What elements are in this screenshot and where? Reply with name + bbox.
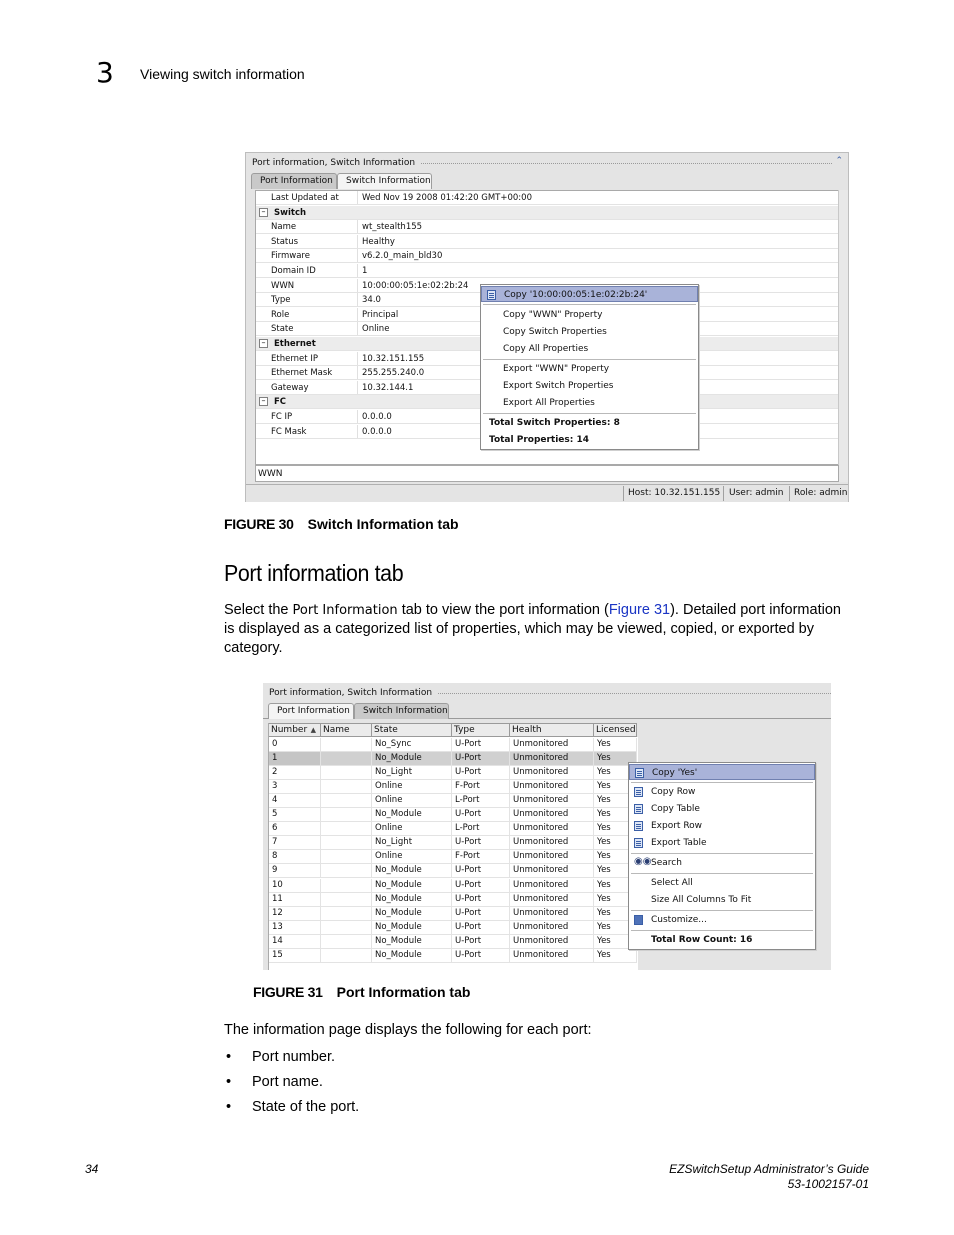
cell-number: 14: [269, 935, 321, 949]
table-row[interactable]: [269, 766, 639, 780]
cell-licensed: Yes: [594, 808, 637, 822]
cell-licensed: Yes: [594, 794, 637, 808]
figure31-caption: [253, 984, 470, 1000]
column-divider: [357, 220, 358, 233]
bullet-text: Port number.: [252, 1049, 336, 1065]
footer-doc-info: [669, 1162, 869, 1192]
collapse-toggle-icon[interactable]: –: [259, 339, 268, 348]
cell-number: 4: [269, 794, 321, 808]
property-key: WWN: [271, 280, 295, 291]
column-header-label: Number: [271, 725, 308, 735]
cell-licensed: Yes: [594, 850, 637, 864]
property-key: FC Mask: [271, 426, 307, 437]
property-key: Switch: [274, 207, 307, 218]
property-key: Domain ID: [271, 266, 316, 276]
cell-number: 12: [269, 907, 321, 921]
column-header-label: Health: [512, 725, 542, 735]
menu-copy-table-label: Copy Table: [651, 804, 700, 814]
cell-name: [321, 864, 372, 878]
sort-ascending-icon: ▲: [310, 726, 316, 734]
cell-licensed: Yes: [594, 752, 637, 766]
property-category-row[interactable]: [256, 206, 838, 220]
menu-search-label: Search: [651, 858, 682, 868]
property-key: Ethernet IP: [271, 353, 318, 364]
copy-table-icon: [634, 804, 643, 814]
cell-name: [321, 921, 372, 935]
cell-state: No_Module: [372, 935, 452, 949]
cell-state: No_Light: [372, 836, 452, 850]
menu-copy-row[interactable]: [629, 784, 815, 800]
property-key: Ethernet Mask: [271, 368, 333, 379]
property-key: Role: [271, 309, 290, 320]
cell-state: No_Module: [372, 864, 452, 878]
cell-state: Online: [372, 850, 452, 864]
cell-health: Unmonitored: [510, 921, 594, 935]
menu-copy-table[interactable]: [629, 801, 815, 817]
property-row[interactable]: [256, 264, 838, 278]
table-row[interactable]: [269, 921, 639, 935]
cell-licensed: Yes: [594, 766, 637, 780]
customize-icon: [634, 915, 643, 925]
properties-scrollbar[interactable]: [838, 190, 848, 482]
cell-state: Online: [372, 794, 452, 808]
property-value: 10.32.151.155: [362, 353, 425, 364]
cell-state: No_Sync: [372, 738, 452, 752]
para-text: is displayed as a categorized list of properties, which may be viewed, copied, or exported by: [224, 621, 814, 637]
property-key: Last Updated at: [271, 193, 339, 203]
cell-health: Unmonitored: [510, 752, 594, 766]
table-row[interactable]: [269, 949, 639, 963]
menu-size-columns[interactable]: Size All Columns To Fit: [651, 895, 752, 905]
collapse-toggle-icon[interactable]: –: [259, 397, 268, 406]
cell-name: [321, 836, 372, 850]
cell-type: F-Port: [452, 850, 510, 864]
column-divider: [357, 235, 358, 248]
menu-total-properties: Total Properties: 14: [489, 435, 590, 445]
cell-name: [321, 935, 372, 949]
cell-health: Unmonitored: [510, 864, 594, 878]
property-key: Ethernet: [274, 339, 316, 349]
figure30-caption: [224, 516, 459, 532]
menu-total-row-count: Total Row Count: 16: [651, 935, 753, 945]
cell-number: 15: [269, 949, 321, 963]
table-row[interactable]: [269, 893, 639, 907]
cell-licensed: Yes: [594, 836, 637, 850]
menu-customize[interactable]: [629, 912, 815, 928]
table-row[interactable]: [269, 752, 639, 766]
cell-name: [321, 766, 372, 780]
collapse-icon[interactable]: ⌃: [835, 156, 843, 166]
cell-health: Unmonitored: [510, 850, 594, 864]
section-paragraph: [224, 601, 884, 658]
cell-name: [321, 893, 372, 907]
cell-licensed: Yes: [594, 893, 637, 907]
property-key: FC: [274, 397, 287, 408]
bullet-item: • State of the port.: [226, 1099, 360, 1115]
property-value: Online: [362, 324, 390, 335]
menu-search[interactable]: [629, 855, 815, 871]
status-bar: [246, 484, 848, 502]
cell-licensed: Yes: [594, 921, 637, 935]
property-row[interactable]: [256, 235, 838, 249]
cell-state: No_Module: [372, 879, 452, 893]
export-table-icon: [634, 838, 643, 848]
menu-export-switch-properties[interactable]: Export Switch Properties: [503, 381, 614, 391]
menu-export-all-properties[interactable]: Export All Properties: [503, 398, 595, 408]
column-header-label: Name: [323, 725, 350, 735]
cell-type: L-Port: [452, 794, 510, 808]
column-header-label: Type: [454, 725, 475, 735]
column-divider: [357, 366, 358, 379]
column-header-type[interactable]: [452, 723, 510, 737]
column-header-label: Licensed: [596, 725, 636, 735]
property-value: Wed Nov 19 2008 01:42:20 GMT+00:00: [362, 193, 532, 203]
cell-type: U-Port: [452, 752, 510, 766]
property-row[interactable]: [256, 191, 838, 205]
column-header-number[interactable]: [269, 723, 321, 737]
cell-type: U-Port: [452, 738, 510, 752]
copy-row-icon: [634, 787, 643, 797]
intro-text: The information page displays the following for each port:: [224, 1022, 592, 1038]
cell-state: Online: [372, 822, 452, 836]
property-key: Gateway: [271, 382, 309, 393]
table-row[interactable]: [269, 907, 639, 921]
property-row[interactable]: [256, 220, 838, 234]
table-row[interactable]: [269, 935, 639, 949]
cell-type: U-Port: [452, 907, 510, 921]
cell-name: [321, 794, 372, 808]
cell-health: Unmonitored: [510, 780, 594, 794]
cell-health: Unmonitored: [510, 879, 594, 893]
cell-licensed: Yes: [594, 907, 637, 921]
para-text: category.: [224, 640, 283, 656]
copy-icon: [635, 768, 644, 778]
property-value: v6.2.0_main_bld30: [362, 251, 443, 262]
column-divider: [357, 264, 358, 277]
column-divider: [357, 352, 358, 365]
bullet-item: • Port number.: [226, 1049, 336, 1065]
ui-term: Port Information: [292, 603, 398, 618]
column-header-label: State: [374, 725, 398, 735]
property-key: FC IP: [271, 412, 293, 422]
cell-number: 1: [269, 752, 321, 766]
cell-state: No_Module: [372, 949, 452, 963]
property-value: 1: [362, 266, 368, 276]
cell-type: U-Port: [452, 935, 510, 949]
cell-name: [321, 738, 372, 752]
menu-export-property[interactable]: Export "WWN" Property: [503, 364, 610, 374]
property-key: Firmware: [271, 251, 310, 262]
port-table[interactable]: [268, 723, 638, 970]
cell-health: Unmonitored: [510, 836, 594, 850]
property-value: 10.32.144.1: [362, 382, 414, 393]
cell-licensed: Yes: [594, 949, 637, 963]
cell-state: No_Module: [372, 808, 452, 822]
property-value: Principal: [362, 309, 399, 320]
cell-licensed: Yes: [594, 879, 637, 893]
column-divider: [357, 249, 358, 262]
table-row[interactable]: [269, 879, 639, 893]
tab-port-information[interactable]: Port Information: [251, 173, 337, 189]
cell-number: 2: [269, 766, 321, 780]
cell-licensed: Yes: [594, 822, 637, 836]
figure31-title: Port Information tab: [336, 984, 471, 1000]
bullet-text: State of the port.: [252, 1099, 360, 1115]
cell-number: 0: [269, 738, 321, 752]
menu-export-row[interactable]: [629, 818, 815, 834]
property-value: Healthy: [362, 236, 395, 247]
cell-type: U-Port: [452, 879, 510, 893]
cell-state: No_Module: [372, 752, 452, 766]
cell-type: U-Port: [452, 808, 510, 822]
status-user: User: admin: [729, 488, 784, 498]
column-header-state[interactable]: [372, 723, 452, 737]
export-row-icon: [634, 821, 643, 831]
cell-state: No_Module: [372, 907, 452, 921]
doc-title: EZSwitchSetup Administrator’s Guide: [669, 1162, 869, 1176]
status-role: Role: admin: [794, 488, 848, 498]
column-header-licensed[interactable]: [594, 723, 637, 737]
cell-name: [321, 808, 372, 822]
column-divider: [357, 410, 358, 423]
column-divider: [357, 279, 358, 292]
table-row[interactable]: [269, 864, 639, 878]
property-value: 0.0.0.0: [362, 426, 392, 437]
cell-name: [321, 949, 372, 963]
property-value: 34.0: [362, 295, 381, 306]
column-header-name[interactable]: [321, 723, 372, 737]
menu-select-all[interactable]: Select All: [651, 878, 693, 888]
cell-name: [321, 822, 372, 836]
column-divider: [357, 293, 358, 306]
column-divider: [357, 308, 358, 321]
menu-copy-switch-properties[interactable]: Copy Switch Properties: [503, 327, 607, 337]
cell-health: Unmonitored: [510, 808, 594, 822]
para-text: Select the: [224, 602, 293, 618]
menu-copy-selected[interactable]: [481, 286, 698, 302]
cell-number: 8: [269, 850, 321, 864]
menu-copy-selected-label: Copy '10:00:00:05:1e:02:2b:24': [504, 290, 648, 300]
port-information-screenshot: [263, 683, 831, 970]
cell-licensed: Yes: [594, 864, 637, 878]
cell-health: Unmonitored: [510, 893, 594, 907]
cell-name: [321, 752, 372, 766]
menu-total-switch-properties: Total Switch Properties: 8: [489, 418, 620, 428]
cell-state: No_Module: [372, 921, 452, 935]
cell-name: [321, 907, 372, 921]
cell-health: Unmonitored: [510, 935, 594, 949]
cell-health: Unmonitored: [510, 907, 594, 921]
cell-state: No_Light: [372, 766, 452, 780]
bullet-text: Port name.: [252, 1074, 323, 1090]
cell-licensed: Yes: [594, 780, 637, 794]
cell-health: Unmonitored: [510, 766, 594, 780]
panel-title: Port information, Switch Information: [269, 688, 437, 698]
cell-number: 3: [269, 780, 321, 794]
property-key: Name: [271, 222, 297, 233]
copy-icon: [487, 290, 496, 300]
panel-title: Port information, Switch Information: [252, 158, 420, 168]
chapter-title: Viewing switch information: [140, 66, 305, 82]
cell-licensed: Yes: [594, 738, 637, 752]
tab-switch-information[interactable]: Switch Information: [354, 703, 449, 719]
column-divider: [357, 322, 358, 335]
figure31-label: FIGURE 31: [253, 984, 323, 1000]
para-text: ). Detailed port information: [670, 602, 841, 618]
column-divider: [357, 191, 358, 204]
figure31-link[interactable]: Figure 31: [608, 602, 671, 618]
column-divider: [357, 381, 358, 394]
cell-health: Unmonitored: [510, 738, 594, 752]
menu-copy-selected[interactable]: [629, 764, 815, 780]
table-row[interactable]: [269, 780, 639, 794]
menu-copy-row-label: Copy Row: [651, 787, 696, 797]
cell-number: 13: [269, 921, 321, 935]
cell-number: 6: [269, 822, 321, 836]
cell-state: Online: [372, 780, 452, 794]
cell-health: Unmonitored: [510, 949, 594, 963]
cell-type: U-Port: [452, 864, 510, 878]
status-host: Host: 10.32.151.155: [628, 488, 721, 498]
doc-number: 53-1002157-01: [787, 1177, 869, 1191]
switch-context-menu: [480, 284, 699, 450]
menu-export-row-label: Export Row: [651, 821, 703, 831]
figure30-label: FIGURE 30: [224, 516, 294, 532]
cell-type: U-Port: [452, 766, 510, 780]
column-divider: [357, 425, 358, 438]
property-value: 255.255.240.0: [362, 368, 425, 379]
table-row[interactable]: [269, 794, 639, 808]
tab-port-information[interactable]: Port Information: [268, 703, 354, 719]
property-key: Status: [271, 236, 299, 247]
collapse-toggle-icon[interactable]: –: [259, 208, 268, 217]
property-value: 0.0.0.0: [362, 412, 392, 422]
cell-type: U-Port: [452, 836, 510, 850]
cell-type: U-Port: [452, 893, 510, 907]
cell-name: [321, 850, 372, 864]
page-number: 34: [85, 1162, 99, 1176]
property-value: wt_stealth155: [362, 222, 423, 233]
cell-name: [321, 780, 372, 794]
cell-state: No_Module: [372, 893, 452, 907]
cell-type: L-Port: [452, 822, 510, 836]
section-heading: Port information tab: [224, 560, 404, 586]
cell-type: U-Port: [452, 949, 510, 963]
menu-copy-selected-label: Copy 'Yes': [652, 768, 698, 778]
table-row[interactable]: [269, 836, 639, 850]
chapter-number: 3: [96, 56, 114, 89]
cell-type: U-Port: [452, 921, 510, 935]
property-key: State: [271, 324, 294, 335]
cell-health: Unmonitored: [510, 822, 594, 836]
para-text: tab to view the port information (: [397, 602, 609, 618]
menu-export-table-label: Export Table: [651, 838, 707, 848]
menu-copy-all-properties[interactable]: Copy All Properties: [503, 344, 589, 354]
cell-number: 11: [269, 893, 321, 907]
bullet-item: • Port name.: [226, 1074, 323, 1090]
cell-type: F-Port: [452, 780, 510, 794]
port-table-header: [269, 723, 639, 737]
cell-health: Unmonitored: [510, 794, 594, 808]
cell-number: 5: [269, 808, 321, 822]
table-row[interactable]: [269, 850, 639, 864]
binoculars-icon: ◉◉: [634, 856, 652, 867]
cell-licensed: Yes: [594, 935, 637, 949]
cell-number: 10: [269, 879, 321, 893]
cell-number: 7: [269, 836, 321, 850]
table-row[interactable]: [269, 822, 639, 836]
switch-information-screenshot: [245, 152, 849, 502]
cell-name: [321, 879, 372, 893]
figure30-title: Switch Information tab: [307, 516, 459, 532]
cell-number: 9: [269, 864, 321, 878]
property-key: Type: [271, 295, 291, 306]
menu-copy-property[interactable]: Copy "WWN" Property: [503, 310, 603, 320]
table-row[interactable]: [269, 738, 639, 752]
property-info-box: WWN: [255, 465, 839, 482]
column-header-health[interactable]: [510, 723, 594, 737]
menu-export-table[interactable]: [629, 835, 815, 851]
property-value: 10:00:00:05:1e:02:2b:24: [362, 280, 469, 291]
menu-customize-label: Customize...: [651, 915, 707, 925]
table-row[interactable]: [269, 808, 639, 822]
property-row[interactable]: [256, 249, 838, 263]
tab-switch-information[interactable]: Switch Information: [337, 173, 432, 189]
port-context-menu: [628, 762, 816, 950]
